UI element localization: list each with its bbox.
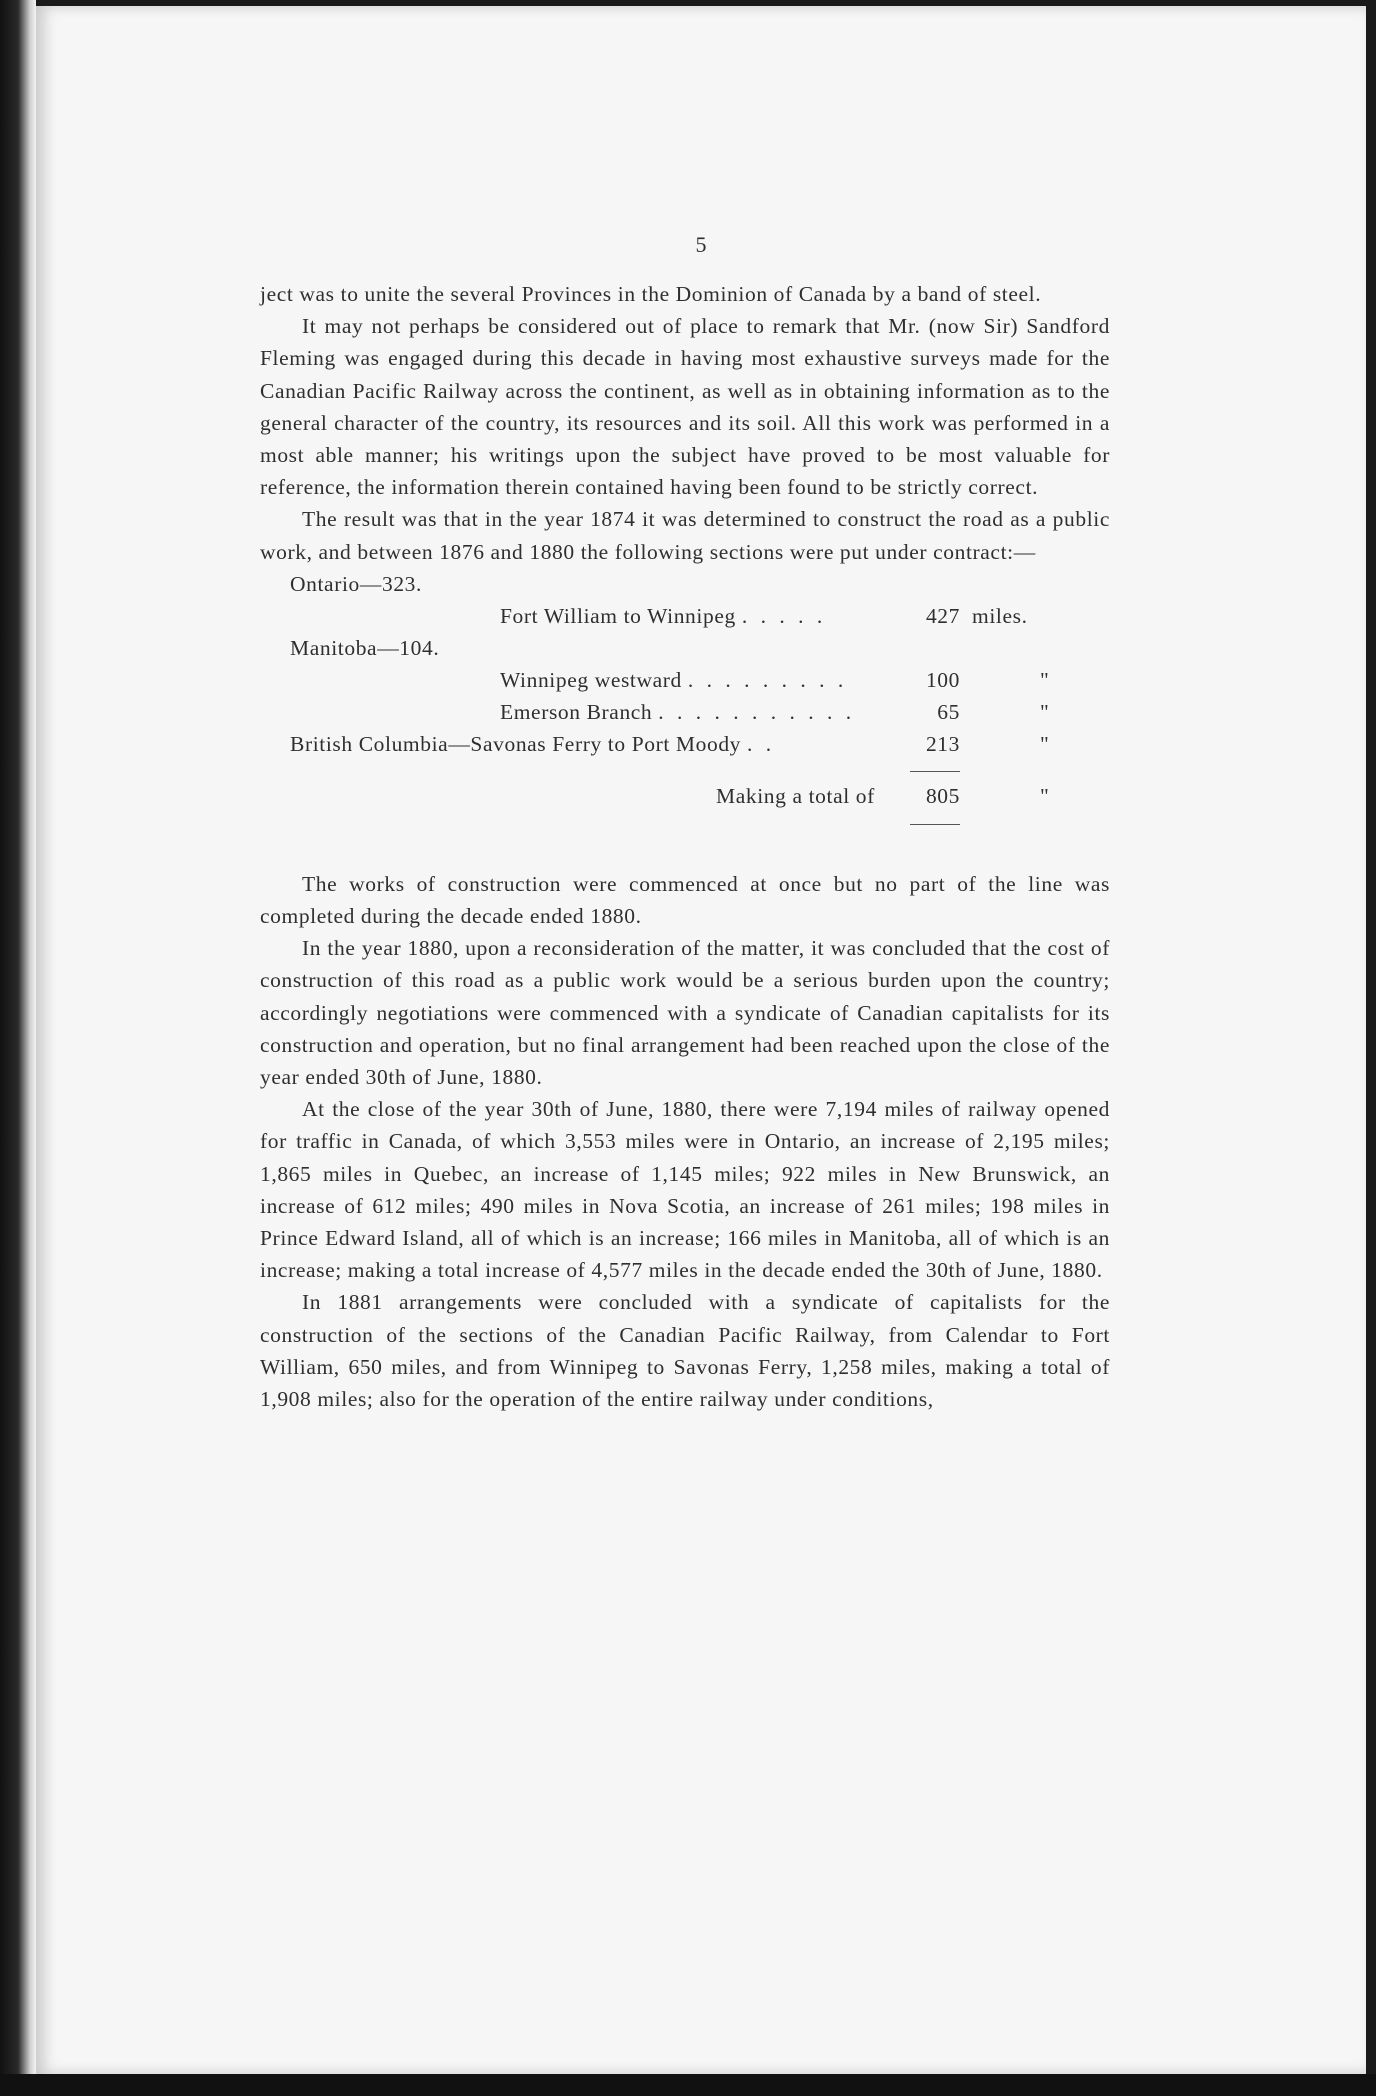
- paragraph-6: At the close of the year 30th of June, 1880, there were 7,194 miles of railway opened for traffic in Canada, of which 3,553 miles were in Ontario, an increase of 2,195 miles; 1,865 miles in Quebec, an increase of 1,145 miles; 922 miles in New Brunswick, an increase of 612 miles; 490 miles in Nova Scotia, an increase of 261 miles; 198 miles in Prince Edward Island, all of which is an increase; 166 miles in Manitoba, all of which is an increase; making a total increase of 4,577 miles in the decade ended the 30th of June, 1880.: [260, 1097, 1110, 1283]
- fort-william-leader: . . . . .: [741, 603, 827, 628]
- total-rule-bottom: [910, 824, 960, 825]
- manitoba-heading: Manitoba—104.: [290, 635, 440, 660]
- ditto-mark: ": [1040, 667, 1050, 692]
- total-miles: 805: [925, 783, 960, 808]
- emerson-leader: . . . . . . . . . . .: [658, 699, 856, 724]
- fort-william-miles: 427: [925, 603, 960, 628]
- ditto-mark: ": [1040, 731, 1050, 756]
- winnipeg-westward-label: Winnipeg westward: [500, 667, 682, 692]
- page-body: [260, 278, 1110, 1415]
- bc-miles: 213: [925, 731, 960, 756]
- emerson-label: Emerson Branch: [500, 699, 653, 724]
- ditto-mark: ": [1040, 699, 1050, 724]
- emerson-miles: 65: [937, 699, 960, 724]
- paragraph-7: In 1881 arrangements were concluded with a syndicate of capitalists for the construction of the sections of the Canadian Pacific Railway, from Calendar to Fort William, 650 miles, and from Winnipeg to Savonas Ferry, 1,258 miles, making a total of 1,908 miles; also for the operation of the entire railway under conditions,: [260, 1290, 1110, 1412]
- unit-miles: miles.: [972, 603, 1028, 628]
- paragraph-2: It may not perhaps be considered out of place to remark that Mr. (now Sir) Sandford Fleming was engaged during this decade in having most exhaustive surveys made for the Canadian Pacific Railway across the continent, as well as in obtaining information as to the general character of the country, its resources and its soil. All this work was performed in a most able manner; his writings upon the subject have proved to be most valuable for reference, the information therein contained having been found to be strictly correct.: [260, 314, 1110, 500]
- winnipeg-leader: . . . . . . . . .: [687, 667, 848, 692]
- page-number: 5: [695, 232, 707, 257]
- scan-bottom-edge: [0, 2074, 1376, 2096]
- paragraph-4: The works of construction were commenced at once but no part of the line was completed during the decade ended 1880.: [260, 871, 1110, 929]
- paragraph-3: The result was that in the year 1874 it was determined to construct the road as a public work, and between 1876 and 1880 the following sections were put under contract:—: [260, 507, 1110, 564]
- winnipeg-miles: 100: [925, 667, 960, 692]
- paragraph-5: In the year 1880, upon a reconsideration of the matter, it was concluded that the cost of construction of this road as a public work would be a serious burden upon the country; accordingly negotiations were commenced with a syndicate of Canadian capitalists for its construction and operation, but no final arrangement had been reached upon the close of the year ended 30th of June, 1880.: [260, 936, 1110, 1090]
- total-rule-top: [910, 771, 960, 772]
- book-spine-shadow: [0, 0, 36, 2096]
- ontario-heading: Ontario—323.: [290, 571, 423, 596]
- total-label: Making a total of: [716, 783, 875, 808]
- fort-william-label: Fort William to Winnipeg: [500, 603, 736, 628]
- british-columbia-label: British Columbia—Savonas Ferry to Port Moody: [290, 731, 742, 756]
- contract-sections-table: [260, 568, 1110, 868]
- paragraph-1: ject was to unite the several Provinces in the Dominion of Canada by a band of steel.: [260, 282, 1042, 306]
- bc-leader: . .: [747, 731, 776, 756]
- ditto-mark: ": [1040, 783, 1050, 808]
